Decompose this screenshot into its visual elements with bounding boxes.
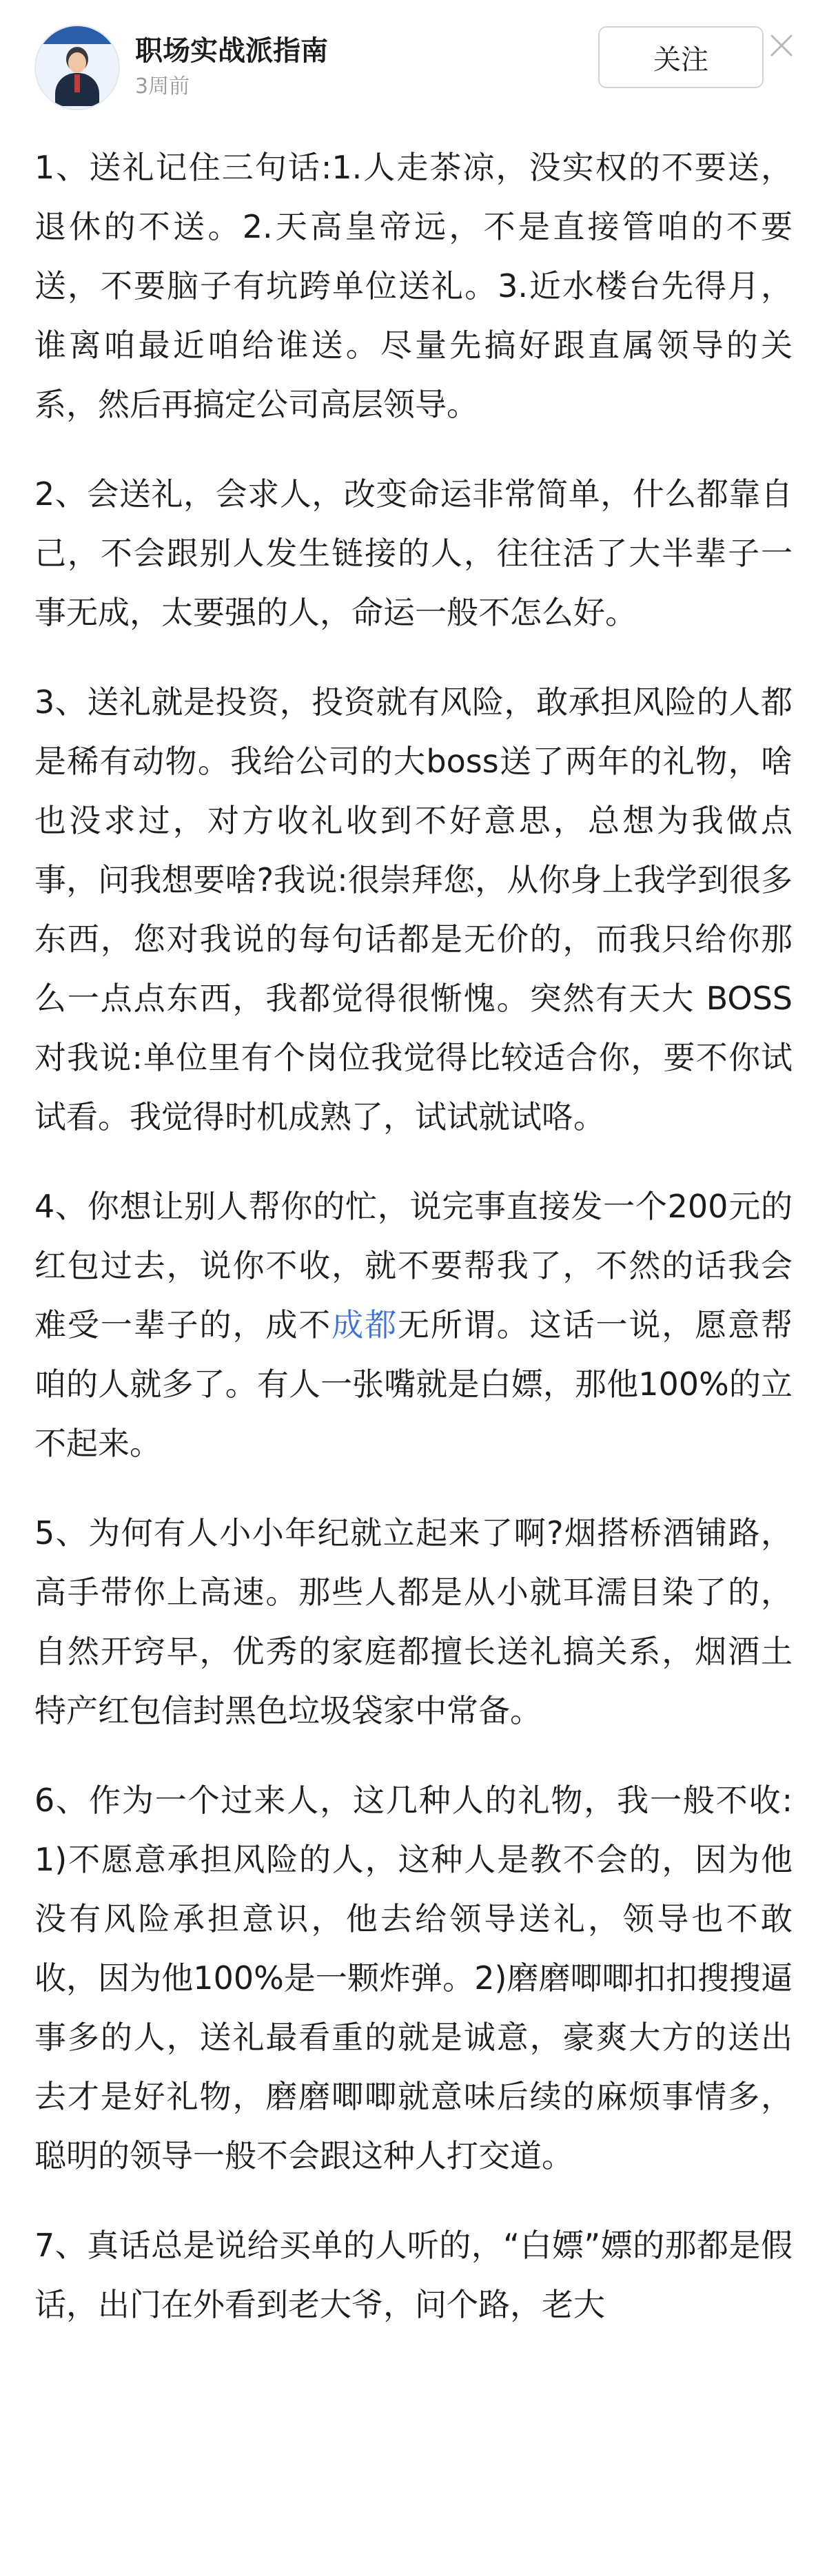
avatar-banner — [36, 26, 119, 44]
post-time: 3周前 — [135, 74, 190, 99]
avatar-face — [68, 52, 86, 73]
paragraph-1: 1、送礼记住三句话:1.人走茶凉，没实权的不要送，退休的不送。2.天高皇帝远，不是直接管咱的不要送，不要脑子有坑跨单位送礼。3.近水楼台先得月，谁离咱最近咱给谁送。尽量先搞好跟直属领导的关系，然后再搞定公司高层领导。 — [34, 149, 793, 423]
paragraph-6: 6、作为一个过来人，这几种人的礼物，我一般不收:1)不愿意承担风险的人，这种人是教不会的，因为他没有风险承担意识，他去给领导送礼，领导也不敢收，因为他100%是一颗炸弹。2)磨磨唧唧扣扣搜搜逼事多的人，送礼最看重的就是诚意，豪爽大方的送出去才是好礼物，磨磨唧唧就意味后续的麻烦事情多，聪明的领导一般不会跟这种人打交道。 — [34, 1782, 793, 2174]
avatar-tie — [74, 74, 80, 92]
close-icon[interactable] — [766, 30, 797, 61]
paragraph-4 — [34, 1177, 793, 1473]
paragraph-7: 7、真话总是说给买单的人听的，“白嫖”嫖的那都是假话，出门在外看到老大爷，问个路，老大 — [34, 2227, 793, 2323]
city-link[interactable]: 成都 — [331, 1306, 398, 1343]
paragraph-5: 5、为何有人小小年纪就立起来了啊?烟搭桥酒铺路，高手带你上高速。那些人都是从小就耳濡目染了的，自然开窍早，优秀的家庭都擅长送礼搞关系，烟酒土特产红包信封黑色垃圾袋家中常备。 — [34, 1514, 793, 1729]
paragraph-2: 2、会送礼，会求人，改变命运非常简单，什么都靠自己，不会跟别人发生链接的人，往往活了大半辈子一事无成，太要强的人，命运一般不怎么好。 — [34, 475, 793, 631]
article-body — [34, 138, 793, 2364]
author-avatar[interactable] — [34, 25, 120, 110]
paragraph-4-text-before: 4、你想让别人帮你的忙，说完事直接发一个200元的红包过去，说你不收，就不要帮我了，不然的话我会难受一辈子的，成不 — [34, 1188, 793, 1343]
post-header — [0, 0, 827, 117]
follow-button[interactable]: 关注 — [598, 26, 764, 88]
author-name[interactable]: 职场实战派指南 — [135, 35, 328, 67]
paragraph-3: 3、送礼就是投资，投资就有风险，敢承担风险的人都是稀有动物。我给公司的大boss送了两年的礼物，啥也没求过，对方收礼收到不好意思，总想为我做点事，问我想要啥?我说:很崇拜您，从你身上我学到很多东西，您对我说的每句话都是无价的，而我只给你那么一点点东西，我都觉得很惭愧。突然有天大 BOSS对我说:单位里有个岗位我觉得比较适合你，要不你试试看。我觉得时机成熟了，试试就试咯。 — [34, 683, 793, 1135]
paragraph-4-text-after: 无所谓。这话一说，愿意帮咱的人就多了。有人一张嘴就是白嫖，那他100%的立不起来。 — [34, 1306, 793, 1462]
